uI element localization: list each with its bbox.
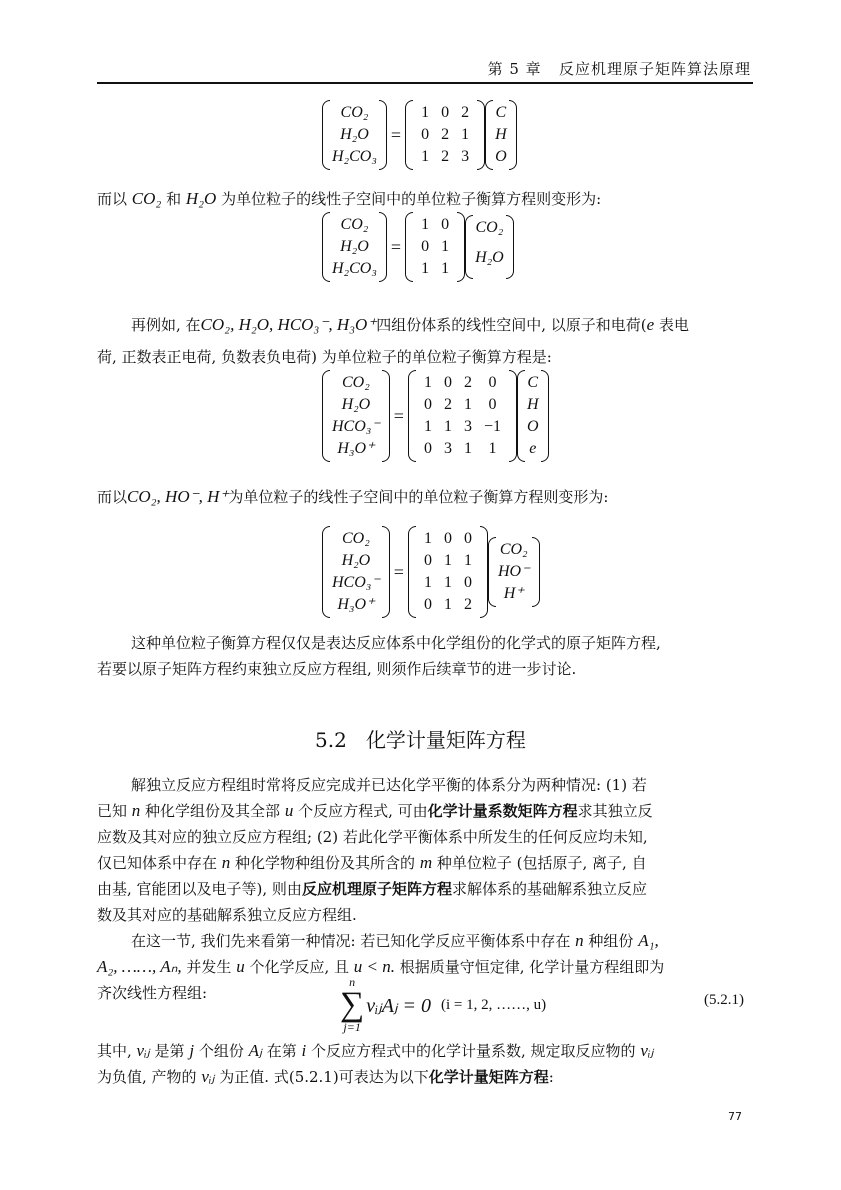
matrix-entry: 1 xyxy=(441,238,450,255)
vector-entry: CO₂ xyxy=(342,530,370,547)
matrix-entry: 3 xyxy=(463,418,472,435)
term-atom-matrix: 反应机理原子矩阵方程 xyxy=(301,880,452,898)
text-span: n xyxy=(575,931,584,950)
matrix-entry: 1 xyxy=(463,552,472,569)
text-span: 个化学反应, 且 xyxy=(244,958,354,976)
vector-entry: e xyxy=(529,440,537,457)
text-span: vᵢⱼ xyxy=(136,1041,150,1060)
matrix-entry: 1 xyxy=(461,126,470,143)
matrix-entry: 0 xyxy=(488,374,497,391)
matrix-entry: 1 xyxy=(463,396,472,413)
vector-entry: H₂O xyxy=(341,552,371,569)
matrix-entry: 0 xyxy=(421,238,430,255)
text-span: 和 xyxy=(161,190,186,208)
vector-entry: C xyxy=(527,374,539,391)
text-span: A₂, ……, Aₙ, xyxy=(97,957,182,976)
term-stoichiometric-matrix-equation: 化学计量矩阵方程 xyxy=(428,1068,549,1086)
text-span: u xyxy=(236,957,245,976)
text-span: j=1 xyxy=(343,1020,361,1034)
matrix-entry: 1 xyxy=(421,104,430,121)
text-span: 求解体系的基础解系独立反应 xyxy=(451,880,647,898)
text-span: 而以 xyxy=(97,488,128,506)
summation xyxy=(340,975,364,1035)
text-span: 根据质量守恒定律, 化学计量方程组即为 xyxy=(395,958,665,976)
matrix-entry: 0 xyxy=(441,104,450,121)
matrix-entry: 1 xyxy=(423,418,432,435)
text-span: 为正值. 式(5.2.1)可表达为以下 xyxy=(214,1068,429,1086)
vector-entry: HCO₃⁻ xyxy=(332,574,380,591)
equals-sign: = xyxy=(393,405,404,426)
text-span: u xyxy=(284,801,294,820)
matrix-entry: 1 xyxy=(421,260,430,277)
matrix-entry: 2 xyxy=(463,374,472,391)
sigma-icon: ∑ xyxy=(340,986,365,1023)
text-span: 数及其对应的基础解系独立反应方程组. xyxy=(97,906,357,924)
matrix-entry: 1 xyxy=(463,440,472,457)
vector-entry: C xyxy=(495,104,507,121)
paragraph-3 xyxy=(97,484,753,510)
matrix-entry: 0 xyxy=(463,530,472,547)
equation-condition: (i = 1, 2, ……, u) xyxy=(441,996,547,1013)
chapter-label: 第 5 章 xyxy=(487,60,542,78)
text-span: vᵢⱼ xyxy=(201,1067,215,1086)
vector-entry: H₂O xyxy=(340,126,369,143)
equals-sign: = xyxy=(390,236,402,257)
text-span: 在第 xyxy=(261,1042,302,1060)
eq2-matrix xyxy=(405,212,465,282)
paragraph-2 xyxy=(97,312,753,370)
text-span: 为单位粒子的线性子空间中的单位粒子衡算方程则变形为: xyxy=(216,190,602,208)
matrix-entry: 1 xyxy=(421,216,430,233)
text-span: 已知 xyxy=(97,802,132,820)
text-span: 为负值, 产物的 xyxy=(97,1068,202,1086)
eq3-rhs-vector xyxy=(517,370,549,462)
matrix-entry: 2 xyxy=(441,148,450,165)
text-span: 而以 xyxy=(97,190,132,208)
vector-entry: CO₂ xyxy=(342,374,370,391)
text-span: 这种单位粒子衡算方程仅仅是表达反应体系中化学组份的化学式的原子矩阵方程, xyxy=(131,634,661,652)
vector-entry: H₂CO₃ xyxy=(332,148,377,165)
matrix-entry: 2 xyxy=(463,596,472,613)
matrix-entry: 0 xyxy=(441,216,450,233)
matrix-entry: 0 xyxy=(443,530,452,547)
matrix-entry: 3 xyxy=(443,440,452,457)
equals-sign: = xyxy=(393,561,404,582)
text-span: 求其独立反 xyxy=(577,802,653,820)
equation-number: (5.2.1) xyxy=(704,992,744,1008)
section-number: 5.2 xyxy=(315,728,347,752)
eq4-matrix xyxy=(408,526,488,618)
formula-h2o: H₂O xyxy=(185,189,217,208)
text-span: 种化学组份及其全部 xyxy=(140,802,285,820)
matrix-entry: 1 xyxy=(443,596,452,613)
text-span: 个反应方程式, 可由 xyxy=(293,802,428,820)
vector-entry: O xyxy=(495,148,507,165)
eq2-rhs-vector xyxy=(465,215,514,279)
vector-entry: H₂O xyxy=(340,238,369,255)
species-list: CO₂, H₂O, HCO₃⁻, H₃O⁺ xyxy=(200,315,377,334)
chapter-title: 反应机理原子矩阵算法原理 xyxy=(558,60,751,78)
matrix-entry: −1 xyxy=(483,418,501,435)
text-span: 若要以原子矩阵方程约束独立反应方程组, 则须作后续章节的进一步讨论. xyxy=(97,660,577,678)
matrix-entry: 1 xyxy=(421,148,430,165)
equals-sign: = xyxy=(390,124,402,145)
matrix-entry: 0 xyxy=(423,596,432,613)
eq1-matrix xyxy=(405,100,485,170)
text-span: vᵢⱼ xyxy=(640,1041,654,1060)
vector-entry: H⁺ xyxy=(503,585,524,602)
matrix-entry: 0 xyxy=(421,126,430,143)
header-title xyxy=(488,58,751,79)
matrix-entry: 1 xyxy=(423,374,432,391)
vector-entry: H₃O⁺ xyxy=(337,440,375,457)
matrix-entry: 2 xyxy=(441,126,450,143)
equation-2 xyxy=(322,212,514,282)
equation-1 xyxy=(322,100,517,170)
text-span: e xyxy=(646,315,655,334)
vector-entry: H₂O xyxy=(341,396,371,413)
text-span: n xyxy=(349,975,356,989)
text-span: 应数及其对应的独立反应方程组; (2) 若此化学平衡体系中所发生的任何反应均未知, xyxy=(97,828,648,846)
matrix-entry: 0 xyxy=(443,374,452,391)
running-header xyxy=(97,58,753,84)
eq4-rhs-vector xyxy=(488,537,540,607)
vector-entry: H₃O⁺ xyxy=(337,596,375,613)
paragraph-4 xyxy=(97,630,753,682)
eq4-lhs-vector xyxy=(322,526,390,618)
eq1-lhs-vector xyxy=(322,100,387,170)
text-span: 种组份 xyxy=(583,932,639,950)
text-span: 荷, 正数表正电荷, 负数表负电荷) 为单位粒子的单位粒子衡算方程是: xyxy=(97,348,552,366)
matrix-entry: 1 xyxy=(443,418,452,435)
vector-entry: HCO₃⁻ xyxy=(332,418,380,435)
vector-entry: H xyxy=(495,126,507,143)
matrix-entry: 3 xyxy=(461,148,470,165)
paragraph-7 xyxy=(97,1038,753,1090)
matrix-entry: 1 xyxy=(443,574,452,591)
vector-entry: HO⁻ xyxy=(497,563,530,580)
paragraph-1 xyxy=(97,186,753,212)
text-span: 种单位粒子 (包括原子, 离子, 自 xyxy=(432,854,647,872)
eq2-lhs-vector xyxy=(322,212,387,282)
matrix-entry: 2 xyxy=(443,396,452,413)
section-title: 化学计量矩阵方程 xyxy=(365,728,526,752)
matrix-entry: 0 xyxy=(423,440,432,457)
eq3-lhs-vector xyxy=(322,370,390,462)
vector-entry: H₂O xyxy=(475,249,504,266)
matrix-entry: 1 xyxy=(443,552,452,569)
text-span: 为单位粒子的线性子空间中的单位粒子衡算方程则变形为: xyxy=(228,488,609,506)
text-span: 并发生 xyxy=(181,958,237,976)
matrix-entry: 2 xyxy=(461,104,470,121)
text-span: i xyxy=(301,1041,307,1060)
eq3-matrix xyxy=(408,370,517,462)
text-span: 由基, 官能团以及电子等), 则由 xyxy=(97,880,302,898)
page-number: 77 xyxy=(728,1110,742,1123)
vector-entry: O xyxy=(526,418,539,435)
equation-5 xyxy=(340,975,546,1035)
text-span: j xyxy=(189,1041,195,1060)
text-span: 齐次线性方程组: xyxy=(97,984,208,1002)
text-span: m xyxy=(419,853,433,872)
text-span: 四组份体系的线性空间中, 以原子和电荷( xyxy=(376,316,647,334)
text-span: n xyxy=(131,801,141,820)
text-span: Aⱼ xyxy=(248,1041,262,1060)
formula-co2: CO₂ xyxy=(131,189,162,208)
vector-entry: CO₂ xyxy=(340,216,369,233)
term-stoichiometric-matrix: 化学计量系数矩阵方程 xyxy=(427,802,578,820)
vector-entry: H₂CO₃ xyxy=(332,260,377,277)
matrix-entry: 0 xyxy=(423,552,432,569)
text-span: u < n. xyxy=(353,957,395,976)
text-span: 个反应方程式中的化学计量系数, 规定取反应物的 xyxy=(306,1042,641,1060)
matrix-entry: 0 xyxy=(463,574,472,591)
equation-4 xyxy=(322,526,540,618)
vector-entry: CO₂ xyxy=(499,541,528,558)
text-span: 其中, xyxy=(97,1042,137,1060)
section-heading xyxy=(0,724,841,753)
matrix-entry: 0 xyxy=(488,396,497,413)
text-span: 表电 xyxy=(654,316,689,334)
matrix-entry: 1 xyxy=(488,440,497,457)
text-span: 仅已知体系中存在 xyxy=(97,854,222,872)
vector-entry: CO₂ xyxy=(475,219,504,236)
matrix-entry: 0 xyxy=(423,396,432,413)
text-span: 再例如, 在 xyxy=(131,316,201,334)
text-span: 种化学物种组份及其所含的 xyxy=(230,854,420,872)
text-span: 在这一节, 我们先来看第一种情况: 若已知化学反应平衡体系中存在 xyxy=(131,932,576,950)
paragraph-5 xyxy=(97,772,753,928)
matrix-entry: 1 xyxy=(441,260,450,277)
species-list: CO₂, HO⁻, H⁺ xyxy=(127,487,229,506)
text-span: 个组份 xyxy=(194,1042,249,1060)
text-span: 解独立反应方程组时常将反应完成并已达化学平衡的体系分为两种情况: (1) 若 xyxy=(131,776,647,794)
text-span: : xyxy=(548,1068,554,1086)
text-span: A₁, xyxy=(638,931,659,950)
vector-entry: CO₂ xyxy=(340,104,369,121)
equation-3 xyxy=(322,370,549,462)
vector-entry: H xyxy=(526,396,539,413)
matrix-entry: 1 xyxy=(423,574,432,591)
eq1-rhs-vector xyxy=(485,100,517,170)
matrix-entry: 1 xyxy=(423,530,432,547)
text-span: n xyxy=(221,853,231,872)
text-span: 是第 xyxy=(149,1042,190,1060)
equation-body: vᵢⱼAⱼ = 0 xyxy=(366,994,431,1017)
